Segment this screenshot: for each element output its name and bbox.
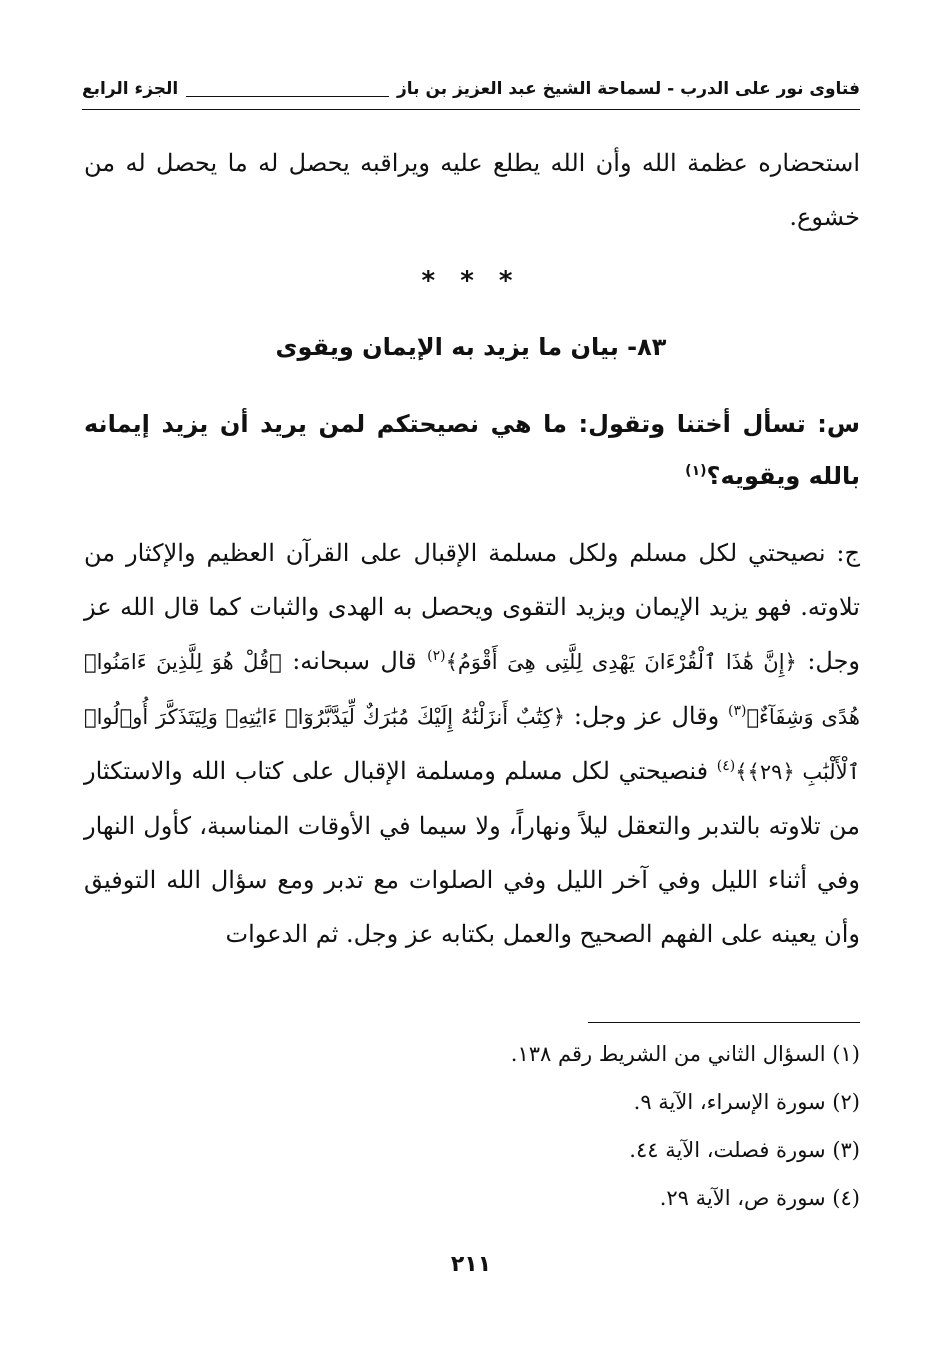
quran-verse-fussilat: ﴿قُلْ هُوَ لِلَّذِينَ ءَامَنُوا۟ هُدًى وَشِفَآءٌ﴾ [84,650,860,729]
answer-part-3: وقال عز وجل: [573,702,720,730]
page-number: ٢١١ [450,1252,492,1277]
header-book-title: فتاوى نور على الدرب - لسماحة الشيخ عبد العزيز بن باز [397,79,860,99]
footnote-4: (٤) سورة ص، الآية ٢٩. [659,1186,860,1210]
footnote-ref-2: (٢) [427,648,446,664]
answer-part-4: فنصيحتي لكل مسلم ومسلمة الإقبال على كتاب الله والاستكثار من تلاوته بالتدبر والتعقل ليلاً ونهاراً، ولا سيما في الأوقات المناسبة، كأول النهار وفي أثناء الليل وفي آخر الليل وفي الصلوات مع تدبر ومع سؤال الله التوفيق وأن يعينه على الفهم الصحيح والعمل بكتابه عز وجل. ثم الدعوات [84,757,860,948]
footnote-separator-rule [588,1022,860,1023]
section-title: ٨٣- بيان ما يزيد به الإيمان ويقوى [275,333,667,361]
header-rule [82,109,860,110]
quran-verse-sad: ﴿كِتَٰبٌ أَنزَلْنَٰهُ إِلَيْكَ مُبَٰرَكٌ لِّيَدَّبَّرُوٓا۟ ءَايَٰتِهِۦ وَلِيَتَذَكَّرَ أُو۟لُوا۟ ٱلْأَلْبَٰبِ ﴿٢٩﴾﴾ [84,705,860,784]
question-text: س: تسأل أختنا وتقول: ما هي نصيحتكم لمن يريد أن يزيد إيمانه بالله ويقويه؟ [84,410,860,490]
footnote-2: (٢) سورة الإسراء، الآية ٩. [633,1090,860,1114]
footnote-ref-1: (١) [685,463,707,479]
footnotes [84,1030,860,1222]
footnote-ref-4: (٤) [716,758,736,774]
running-header [82,74,860,104]
answer-part-2: قال سبحانه: [292,647,417,675]
footnote-3: (٣) سورة فصلت، الآية ٤٤. [629,1138,860,1162]
answer-paragraph [84,526,860,961]
answer-part-1: ج: نصيحتي لكل مسلم ولكل مسلمة الإقبال على القرآن العظيم والإكثار من تلاوته. فهو يزيد الإيمان ويزيد التقوى ويحصل به الهدى والثبات كما قال الله عز وجل: [84,539,860,675]
footnote-ref-3: (٣) [727,703,747,719]
header-volume: الجزء الرابع [82,79,179,99]
quran-verse-isra: ﴿إِنَّ هَٰذَا ٱلْقُرْءَانَ يَهْدِى لِلَّتِى هِىَ أَقْوَمُ﴾ [445,650,797,674]
question-paragraph [84,398,860,502]
section-separator: * * * [421,266,521,296]
footnote-1: (١) السؤال الثاني من الشريط رقم ١٣٨. [510,1042,860,1066]
intro-paragraph: استحضاره عظمة الله وأن الله يطلع عليه ويراقبه يحصل له ما يحصل له من خشوع. [84,149,861,231]
header-leader-line [186,82,389,97]
